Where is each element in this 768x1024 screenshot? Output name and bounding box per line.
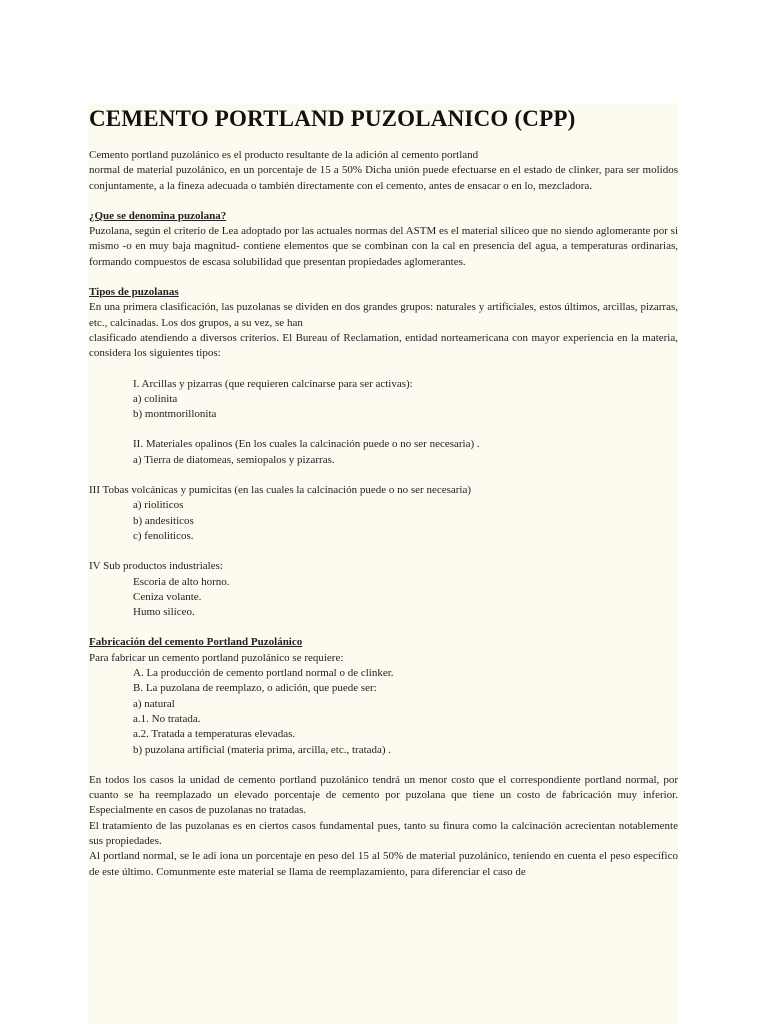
fabricacion-list (89, 666, 678, 758)
list-item: a) Tierra de diatomeas, semiopalos y pizarras. (133, 453, 335, 466)
section-heading-fabricacion: Fabricación del cemento Portland Puzolánico (89, 636, 303, 649)
list-item: a) rioliticos (133, 499, 184, 512)
section-heading-puzolana: ¿Que se denomina puzolana? (89, 209, 227, 222)
list-item: b) andesiticos (133, 514, 194, 527)
list-item: b) puzolana artificial (materia prima, arcilla, etc., tratada) . (133, 743, 392, 756)
group-3-title: III Tobas volcánicas y pumicitas (en las cuales la calcinación puede o no ser necesaria) (89, 484, 472, 497)
intro-line-1: Cemento portland puzolánico es el producto resultante de la adición al cemento portland (89, 149, 479, 161)
fabricacion-intro: Para fabricar un cemento portland puzolánico se requiere: (89, 651, 344, 664)
list-item: a) natural (133, 697, 175, 710)
list-item: Humo silíceo. (133, 606, 195, 619)
group-1 (89, 377, 678, 423)
puzolana-definition: Puzolana, según el criterio de Lea adoptado por las actuales normas del ASTM es el material silíceo que no siendo aglomerante por si mismo -o en muy baja magnitud- contiene elementos que se combinan con la cal en presencia del agua, a temperaturas ordinarias, formando compuestos de escasa solubilidad que presentan propiedades aglomerantes. (89, 225, 678, 268)
intro-paragraph: normal de material puzolánico, en un porcentaje de 15 a 50% Dicha unión puede efectuarse en el estado de clinker, para ser molidos conjuntamente, a la fineza adecuada o también directamente con el cemento, antes de ensacar o en lo, mezcladora. (89, 164, 678, 192)
list-item: b) montmorillonita (133, 408, 217, 421)
list-item: A. La producción de cemento portland normal o de clinker. (133, 667, 394, 680)
group-4-title: IV Sub productos industriales: (89, 560, 223, 573)
document-title: CEMENTO PORTLAND PUZOLANICO (CPP) (89, 106, 576, 131)
tipos-paragraph-1: En una primera clasificación, las puzolanas se dividen en dos grandes grupos: naturales y artificiales, estos últimos, arcillas, pizarras, etc., calcinadas. Los dos grupos, a su vez, se han (89, 301, 678, 329)
list-item: a.2. Tratada a temperaturas elevadas. (133, 728, 296, 741)
group-2-title: II. Materiales opalinos (En los cuales la calcinación puede o no ser necesaria) . (133, 438, 480, 451)
group-3 (89, 498, 678, 544)
tipos-paragraph-2: clasificado atendiendo a diversos criterios. El Bureau of Reclamation, entidad norteamericana con mayor experiencia en la materia, considera los siguientes tipos: (89, 331, 678, 360)
section-heading-tipos: Tipos de puzolanas (89, 286, 179, 299)
list-item: B. La puzolana de reemplazo, o adición, que puede ser: (133, 682, 377, 695)
list-item: Ceniza volante. (133, 590, 202, 603)
list-item: a) colinita (133, 392, 178, 405)
group-2 (89, 437, 678, 468)
closing-paragraph-2: El tratamiento de las puzolanas es en ciertos casos fundamental pues, tanto su finura como la calcinación acrecientan notablemente sus propiedades. (89, 819, 678, 847)
closing-paragraph-1: En todos los casos la unidad de cemento portland puzolánico tendrá un menor costo que el correspondiente portland normal, por cuanto se ha reemplazado un elevado porcentaje de cemento por puzolana que tiene un costo de fabricación muy inferior. Especialmente en casos de puzolanas no tratadas. (89, 773, 678, 817)
group-4 (89, 575, 678, 621)
group-1-title: I. Arcillas y pizarras (que requieren calcinarse para ser activas): (133, 377, 413, 390)
list-item: c) fenoliticos. (133, 529, 194, 542)
closing-paragraph-3: Al portland normal, se le adi iona un porcentaje en peso del 15 al 50% de material puzolánico, teniendo en cuenta el peso específico de este último. Comunmente este material se llama de reemplazamiento, para diferenciar el caso de (89, 850, 678, 878)
list-item: a.1. No tratada. (133, 712, 201, 725)
document-content (89, 106, 678, 880)
list-item: Escoria de alto horno. (133, 575, 230, 588)
